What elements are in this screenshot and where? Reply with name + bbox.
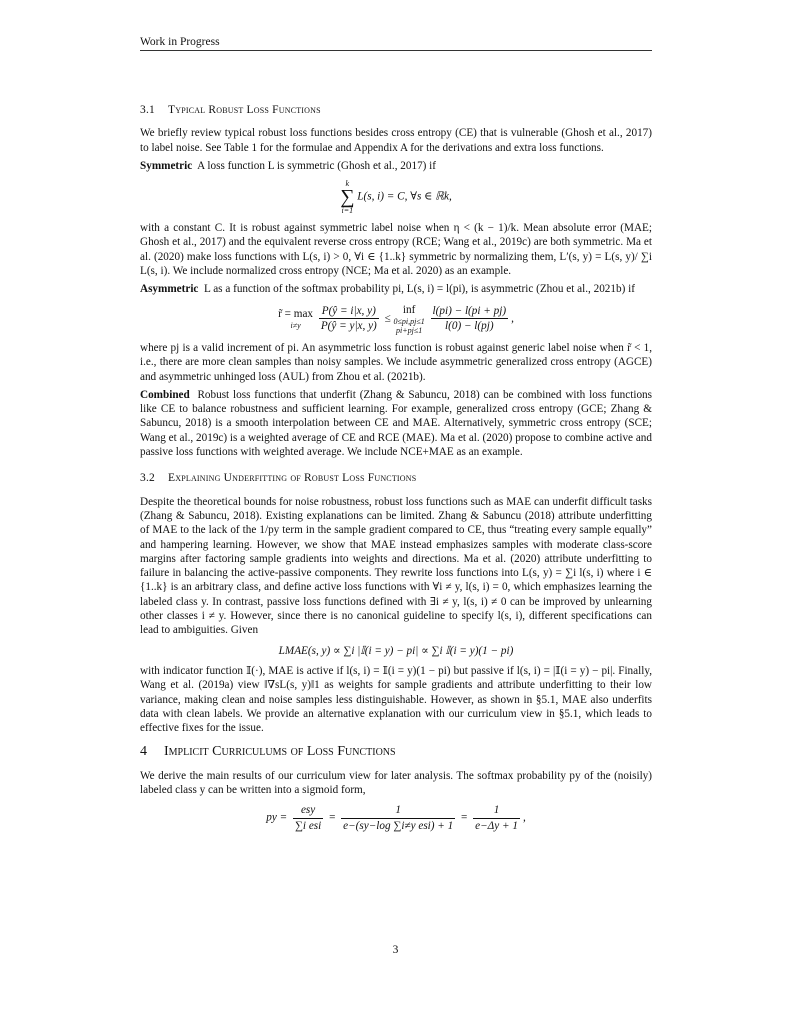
symmetric-label: Symmetric bbox=[140, 159, 193, 172]
summation-symbol: k ∑ i=1 bbox=[340, 179, 355, 216]
logsum-fraction: $\frac{1}{\text{e−(sy−log ∑i≠y esi) + 1}}$ bbox=[343, 804, 454, 832]
symmetric-lead: A loss function L is symmetric (Ghosh et al., 2017) if bbox=[197, 159, 437, 172]
combined-label: Combined bbox=[140, 388, 190, 401]
symmetric-paragraph bbox=[140, 159, 652, 173]
section-title: Typical Robust Loss Functions bbox=[168, 104, 321, 116]
equation-asymmetric: r̃ = max i≠y $\frac{P(ŷ = i|x, y)}{P(ŷ = y|x, y)}$ ≤ inf 0≤pi,pj≤1 pi+pj≤1 $\frac{l(pi) - l(pi + pj)}{l(0) - l(pj)}$ , bbox=[278, 303, 514, 335]
softmax-fraction: $\frac{\text{esy}}{\text{∑i esi}}$ bbox=[294, 804, 322, 832]
equation-sigmoid: py = $\frac{\text{esy}}{\text{∑i esi}}$ = $\frac{1}{\text{e−(sy−log ∑i≠y esi) + 1}}$ = $\frac{1}{e-\Delta y + 1}$ , bbox=[266, 804, 526, 832]
asymmetric-label: Asymmetric bbox=[140, 283, 199, 296]
section-title: Implicit Curriculums of Loss Functions bbox=[164, 744, 396, 760]
combined-paragraph bbox=[140, 388, 652, 459]
running-header: Work in Progress bbox=[140, 36, 652, 51]
section-3-2-follow: with indicator function 𝕀(·), MAE is active if l(s, i) = 𝕀(i = y)(1 − pi) but passive if l(s, i) = |𝕀(i = y) − pi|. Finally, Wang et al. (2019a) view ‖∇sL(s, y)‖1 as weights for sample gradients and attribute underfitting to their low variance, making clean and noise samples less distinguishable. However, as shown in §5.1, MAE also underfits data with clean labels. We provide an alternative explanation with our curriculum view in §5.1, which leads to effective fixes for the issue. bbox=[140, 664, 652, 735]
section-4-paragraph: We derive the main results of our curriculum view for later analysis. The softmax probability py of the (noisily) labeled class y can be written into a sigmoid form, bbox=[140, 769, 652, 796]
sigmoid-fraction: $\frac{1}{e-\Delta y + 1}$ bbox=[475, 804, 518, 832]
inf-operator: inf 0≤pi,pj≤1 pi+pj≤1 bbox=[393, 303, 425, 335]
section-3-2-paragraph: Despite the theoretical bounds for noise robustness, robust loss functions such as MAE can underfit difficult tasks (Zhang & Sabuncu, 2018). Existing explanations can be limited. Zhang & Sabuncu (2018) attribute underfitting of MAE to the lack of the 1/py term in the sample gradient compared to CE, thus “treating every sample equally” and hampering learning. However, we show that MAE instead emphasizes samples with moderate class-score margins after factoring sample gradients into weights and directions. Ma et al. (2020) attribute underfitting to failure in balancing the active-passive components. They rewrite loss functions into L(s, y) = ∑i l(s, i) where i ∈ {1..k} is an arbitrary class, and define active loss functions with ∀i ≠ y, l(s, i) = 0, which emphasizes learning the labeled class y. In contrast, passive loss functions defined with ∃i ≠ y, l(s, i) ≠ 0 can be improved by unlearning other classes i ≠ y. However, since there is no canonical guideline to specify l(s, i), different specifications can lead to ambiguities. Given bbox=[140, 495, 652, 637]
asymmetric-lead: L as a function of the softmax probability pi, L(s, i) = l(pi), is asymmetric (Zhou et al., 2021b) if bbox=[204, 283, 635, 296]
page-number: 3 bbox=[392, 944, 399, 956]
combined-text: Robust loss functions that underfit (Zhang & Sabuncu, 2018) can be combined with loss functions like CE to balance robustness and sufficient learning. For example, generalized cross entropy (GCE; Zhang & Sabuncu, 2018) is a smooth interpolation between CE and MAE. Alternatively, symmetric cross entropy (SCE; Wang et al., 2019c) is a weighted average of CE and RCE (MAE). Ma et al. (2020) propose to combine active and passive loss functions with weighted average. We include NCE+MAE as an example. bbox=[140, 388, 652, 459]
section-title: Explaining Underfitting of Robust Loss Functions bbox=[168, 472, 417, 485]
asymmetric-follow: where pj is a valid increment of pi. An asymmetric loss function is robust against generic label noise when r̃ < 1, i.e., there are more clean samples than noisy samples. We include asymmetric generalized cross entropy (AGCE) and asymmetric unhinged loss (AUL) from Zhou et al. (2021b). bbox=[140, 341, 652, 383]
section-3-1-intro: We briefly review typical robust loss functions besides cross entropy (CE) that is vulnerable (Ghosh et al., 2017) to label noise. See Table 1 for the formulae and Appendix A for the derivations and extra loss functions. bbox=[140, 127, 652, 154]
max-operator: r̃ = max i≠y bbox=[278, 308, 314, 331]
section-number: 4 bbox=[140, 744, 147, 760]
section-3-2-heading bbox=[140, 471, 652, 485]
equation-symmetric-body: L(s, i) = C, ∀s ∈ ℝk, bbox=[357, 190, 452, 203]
symmetric-follow: with a constant C. It is robust against symmetric label noise when η < (k − 1)/k. Mean absolute error (MAE; Ghosh et al., 2017) and the equivalent reverse cross entropy (RCE; Wang et al., 2019c) are both symmetric. Ma et al. (2020) make loss functions with L(s, i) > 0, ∀i ∈ {1..k} symmetric by normalizing them, L′(s, y) = L(s, y)/ ∑i L(s, i). We include normalized cross entropy (NCE; Ma et al. 2020) as an example. bbox=[140, 222, 652, 278]
equation-symmetric bbox=[140, 179, 652, 215]
equation-mae: LMAE(s, y) ∝ ∑i |𝕀(i = y) − pi| ∝ ∑i 𝕀(i = y)(1 − pi) bbox=[278, 644, 514, 657]
section-4-heading bbox=[140, 745, 652, 759]
main-content bbox=[140, 103, 652, 839]
section-number: 3.2 bbox=[140, 472, 155, 485]
loss-fraction: $\frac{l(pi) - l(pi + pj)}{l(0) - l(pj)}$ bbox=[432, 305, 507, 333]
asymmetric-paragraph bbox=[140, 282, 652, 296]
section-3-1-heading bbox=[140, 103, 652, 117]
section-number: 3.1 bbox=[140, 104, 155, 116]
ratio-fraction: $\frac{P(ŷ = i|x, y)}{P(ŷ = y|x, y)}$ bbox=[320, 305, 377, 333]
